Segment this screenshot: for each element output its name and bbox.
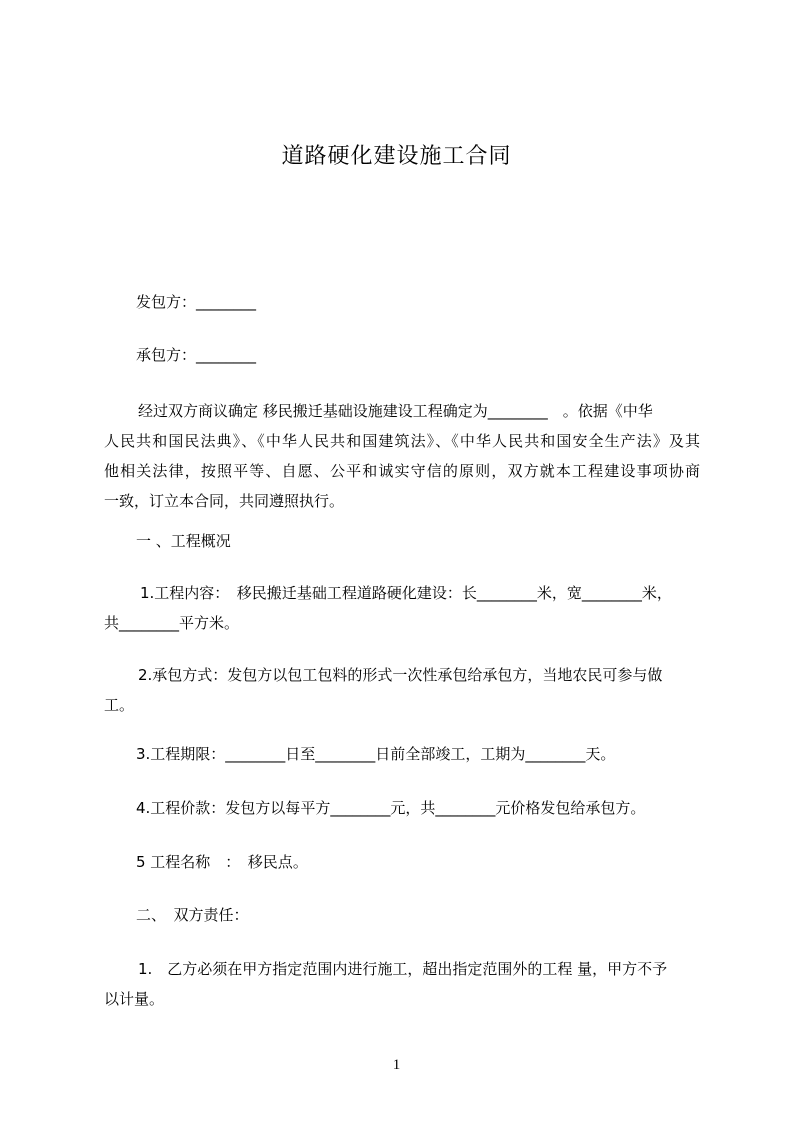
document-title: 道路硬化建设施工合同: [281, 144, 512, 169]
item-2-line-1: 2.承包方式：发包方以包工包料的形式一次性承包给承包方，当地农民可参与做: [138, 666, 663, 684]
item-2-paragraph: [104, 660, 700, 720]
preamble-line-2: 人民共和国民法典》、《中华人民共和国建筑法》、《中华人民共和国安全生产法》及其: [104, 432, 700, 450]
preamble-paragraph: [104, 396, 700, 516]
preamble-line-4: 一致，订立本合同，共同遵照执行。: [104, 492, 345, 510]
preamble-line-1: 经过双方商议确定 移民搬迁基础设施建设工程确定为________ 。依据《中华: [138, 402, 653, 420]
page-number: 1: [392, 1057, 401, 1073]
party-b-line: 承包方：________: [136, 346, 257, 364]
duty-1-line-1: 1. 乙方必须在甲方指定范围内进行施工，超出指定范围外的工程 量，甲方不予: [138, 960, 668, 978]
item-1-paragraph: [104, 578, 700, 638]
item-1-line-1: 1.工程内容： 移民搬迁基础工程道路硬化建设：长________米，宽________米，: [140, 584, 672, 602]
item-2-line-2: 工。: [104, 696, 135, 714]
preamble-line-3: 他相关法律，按照平等、自愿、公平和诚实守信的原则，双方就本工程建设事项协商: [104, 462, 700, 480]
item-5-line: 5 工程名称 ： 移民点。: [136, 853, 308, 871]
item-1-line-2: 共________平方米。: [104, 614, 240, 632]
section-1-heading: 一 、工程概况: [136, 532, 231, 550]
item-3-line: 3.工程期限：________日至________日前全部竣工，工期为________天。: [136, 745, 616, 763]
item-4-line: 4.工程价款：发包方以每平方________元，共________元价格发包给承包方。: [136, 799, 646, 817]
party-a-line: 发包方：________: [136, 293, 257, 311]
section-2-heading: 二、 双方责任：: [136, 906, 249, 924]
duty-1-paragraph: [104, 954, 700, 1014]
duty-1-line-2: 以计量。: [104, 990, 165, 1008]
